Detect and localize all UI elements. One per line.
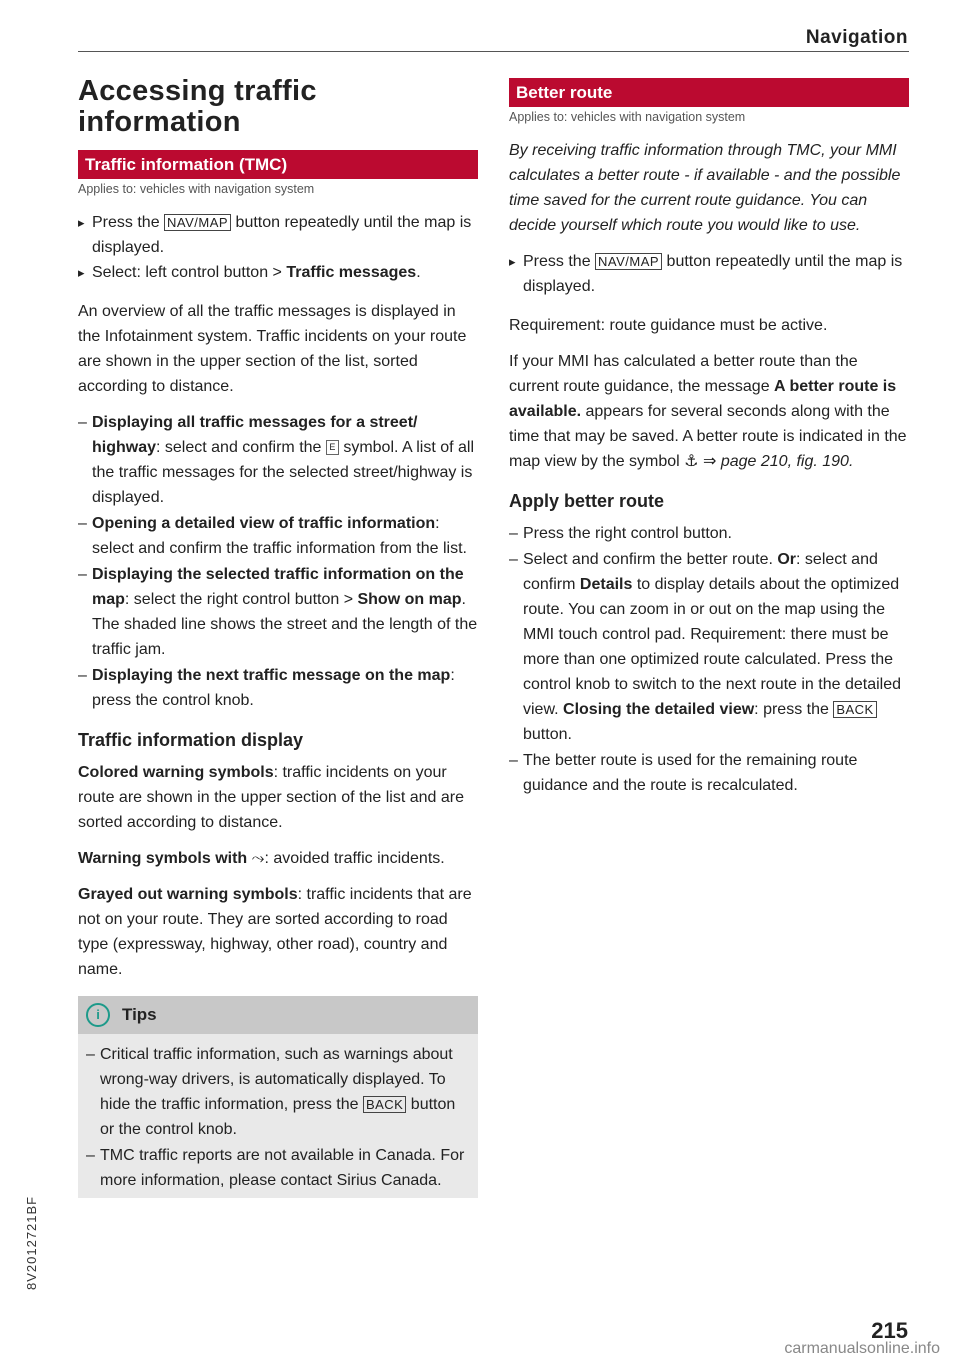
paragraph: If your MMI has calculated a better route than the current route guidance, the message A better route is available. appears for several seconds along with the time that may be saved. A better route is indicated in the map view by the symbol ⚓ ⇒ page 210, fig. 190. — [509, 353, 907, 470]
section-header: Navigation — [805, 27, 908, 48]
document-code: 8V2012721BF — [24, 1195, 39, 1290]
page-title: Accessing traffic information — [78, 75, 317, 138]
tips-box — [78, 996, 478, 1198]
intro-paragraph: By receiving traffic information through TMC, your MMI calculates a better route - if available - and the possible time saved for the current route guidance. You can decide yourself which route you would like to use. — [509, 142, 901, 234]
nav-map-key: NAV/MAP — [164, 214, 231, 231]
avoided-icon: ⤳ — [251, 850, 265, 867]
back-key: BACK — [363, 1096, 406, 1113]
header-rule — [78, 51, 909, 52]
list-item: – Displaying the selected traffic information on the map: select the right control button > Show on map. The shaded line shows the street and the length of the traffic jam. — [78, 562, 478, 662]
list-item: – Displaying the next traffic message on the map: press the control knob. — [78, 663, 478, 713]
step-item: ▸ Select: left control button > Traffic messages. — [78, 260, 478, 285]
tip-item: – TMC traffic reports are not available in Canada. For more information, please contact Sirius Canada. — [86, 1143, 470, 1193]
requirement-paragraph: Requirement: route guidance must be active. — [509, 317, 828, 334]
list-item: – Displaying all traffic messages for a street/ highway: select and confirm the E symbol. A list of all the traffic messages for the selected street/highway is displayed. — [78, 410, 478, 510]
step-item: ▸ Press the NAV/MAP button repeatedly until the map is displayed. — [78, 210, 478, 260]
tips-body — [78, 1034, 478, 1198]
step-item: ▸ Press the NAV/MAP button repeatedly until the map is displayed. — [509, 249, 909, 299]
section-bar-tmc: Traffic information (TMC) — [78, 150, 478, 179]
better-route-icon: ⚓ — [684, 453, 703, 470]
applies-note: Applies to: vehicles with navigation system — [509, 110, 746, 124]
back-key: BACK — [833, 701, 876, 718]
list-item: – Opening a detailed view of traffic information: select and confirm the traffic information from the list. — [78, 511, 478, 561]
nav-map-key: NAV/MAP — [595, 253, 662, 270]
applies-note: Applies to: vehicles with navigation system — [78, 182, 315, 196]
list-item: – The better route is used for the remaining route guidance and the route is recalculated. — [509, 748, 909, 798]
paragraph: Colored warning symbols: traffic incidents on your route are shown in the upper section of the list and are sorted according to distance. — [78, 764, 465, 831]
list-symbol-icon: E — [326, 440, 339, 455]
left-column — [78, 74, 478, 1198]
paragraph: Warning symbols with ⤳: avoided traffic incidents. — [78, 850, 445, 867]
subheading-apply: Apply better route — [509, 491, 665, 511]
section-bar-better-route: Better route — [509, 78, 909, 107]
tips-header — [78, 996, 478, 1034]
info-icon: i — [86, 1003, 110, 1027]
list-item: – Select and confirm the better route. Or: select and confirm Details to display details about the optimized route. You can zoom in or out on the map using the MMI touch control pad. Requirement: there must be more than one optimized route calculated. Press the control knob to switch to the next route in the detailed view. Closing the detailed view: press the BACK button. — [509, 547, 909, 747]
page-reference: ⇒ page 210, fig. 190. — [702, 453, 854, 470]
right-column — [509, 78, 909, 799]
page-number: 215 — [871, 1318, 908, 1343]
tip-item: – Critical traffic information, such as warnings about wrong-way drivers, is automatically displayed. To hide the traffic information, press the BACK button or the control knob. — [86, 1042, 470, 1142]
list-item: – Press the right control button. — [509, 521, 909, 546]
watermark: carmanualsonline.info — [784, 1340, 940, 1357]
paragraph: Grayed out warning symbols: traffic incidents that are not on your route. They are sorted according to road type (expressway, highway, other road), country and name. — [78, 886, 472, 978]
tips-title: Tips — [122, 1005, 157, 1024]
subheading-display: Traffic information display — [78, 730, 304, 750]
overview-paragraph: An overview of all the traffic messages is displayed in the Infotainment system. Traffic incidents on your route are shown in the upper section of the list, sorted according to distance. — [78, 303, 467, 395]
